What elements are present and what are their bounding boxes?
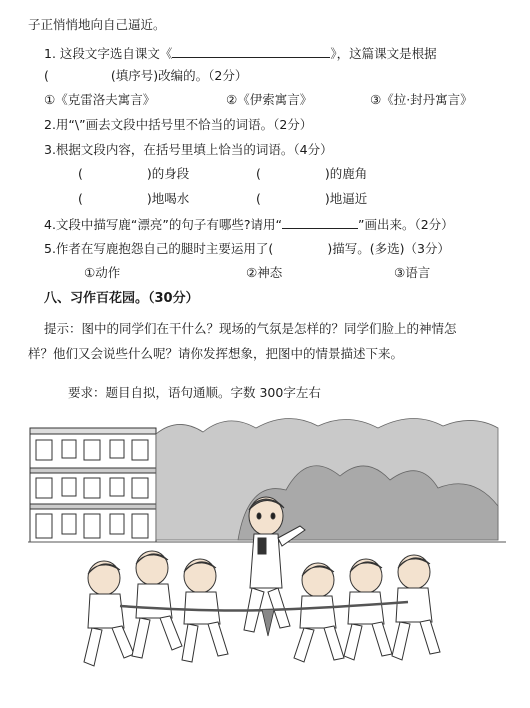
right-child-2 [344, 559, 392, 660]
left-child-2 [132, 551, 182, 658]
trees-background [156, 418, 498, 540]
q1-option-2: ②《伊索寓言》 [226, 92, 313, 107]
q1-paren-open: ( [44, 68, 49, 83]
section-8-prompt-line-2: 样？他们又会说些什么呢？请你发挥想象，把图中的情景描述下来。 [28, 346, 404, 361]
q3-item-3: ( )地喝水 [78, 191, 190, 206]
q1-option-3: ③《拉·封丹寓言》 [370, 92, 473, 107]
q3-item-2: ( )的鹿角 [256, 166, 368, 181]
question-2: 2.用“\”画去文段中括号里不恰当的词语。（2分） [44, 117, 313, 132]
continued-passage-line: 子正悄悄地向自己逼近。 [28, 17, 166, 32]
q5-option-3: ③语言 [394, 265, 431, 280]
q1-paren-text: (填序号)改编的。（2分） [110, 68, 248, 83]
question-4: 4.文段中描写鹿“漂亮”的句子有哪些?请用“ ”画出来。（2分） [44, 217, 454, 232]
right-child-1 [294, 563, 344, 662]
question-5: 5.作者在写鹿抱怨自己的腿时主要运用了( )描写。(多选)（3分） [44, 241, 450, 256]
question-1-line-1 [44, 44, 437, 63]
right-child-3 [392, 555, 440, 660]
section-8-title: 八、习作百花园。（30分） [44, 291, 199, 306]
q5-option-2: ②神态 [246, 265, 283, 280]
question-3: 3.根据文段内容，在括号里填上恰当的词语。（4分） [44, 142, 333, 157]
section-8-requirement: 要求：题目自拟，语句通顺。字数 300字左右 [68, 385, 321, 400]
q1-prefix: 1. 这段文字选自课文《 [44, 46, 173, 61]
left-child-1 [84, 561, 134, 666]
q5-option-1: ①动作 [84, 265, 121, 280]
rope-marker-flag [262, 610, 274, 636]
school-building [30, 428, 156, 542]
q4-underline-sample [282, 215, 358, 229]
q1-middle: 》，这篇课文是根据 [330, 46, 437, 61]
q3-item-4: ( )地逼近 [256, 191, 368, 206]
question-1-line-2 [44, 67, 247, 85]
q3-item-1: ( )的身段 [78, 166, 190, 181]
tug-of-war-illustration [28, 410, 506, 680]
q1-title-blank[interactable] [172, 44, 330, 58]
section-8-prompt-line-1: 提示：图中的同学们在干什么？现场的气氛是怎样的？同学们脸上的神情怎 [44, 321, 457, 336]
q1-option-1: ①《克雷洛夫寓言》 [44, 92, 156, 107]
